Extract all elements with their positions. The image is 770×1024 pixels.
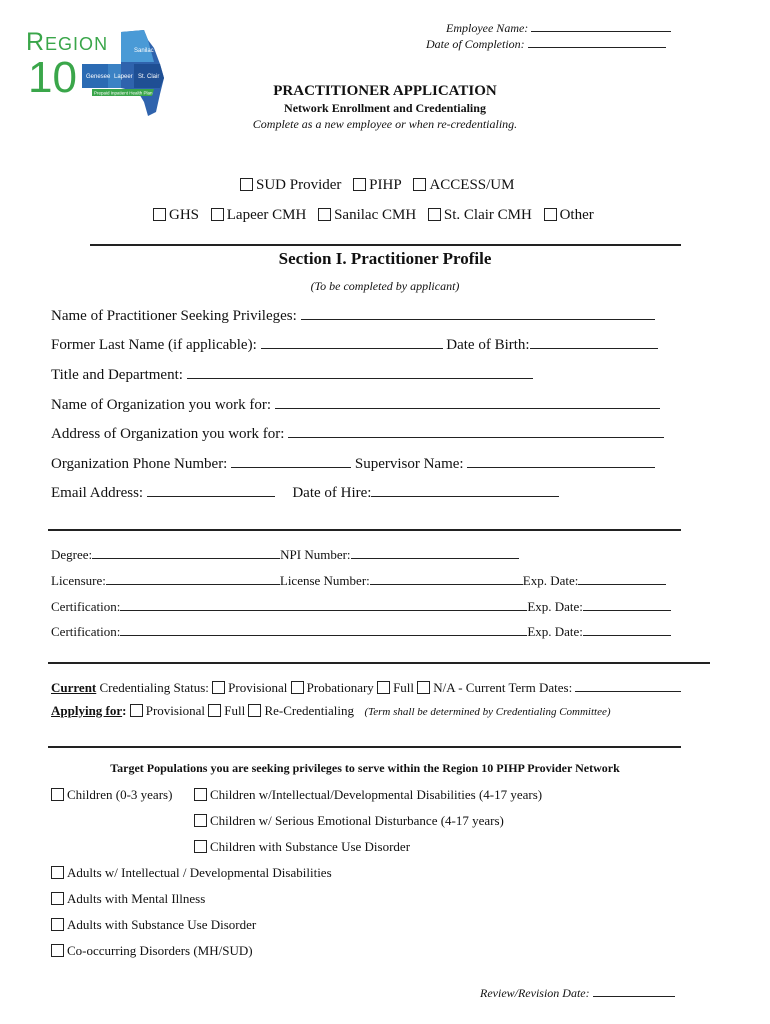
email-field[interactable]: Email Address: Date of Hire: — [51, 482, 559, 502]
svg-text:Genesee: Genesee — [86, 74, 111, 80]
certification-exp-line[interactable] — [583, 596, 671, 611]
checkbox[interactable] — [153, 208, 166, 221]
checkbox[interactable] — [240, 178, 253, 191]
logo-number: 10 — [28, 53, 77, 102]
checkbox[interactable] — [51, 892, 64, 905]
practitioner-name-line[interactable] — [301, 305, 655, 320]
logo-word: Region — [26, 28, 109, 56]
option-access-um[interactable]: ACCESS/UM — [413, 177, 514, 194]
checkbox-current-full[interactable] — [377, 681, 390, 694]
populations-title: Target Populations you are seeking privileges to serve within the Region 10 PIHP Provider Network — [110, 761, 620, 775]
option-sud-provider[interactable]: SUD Provider — [240, 177, 341, 194]
section1-note: (To be completed by applicant) — [310, 279, 460, 293]
checkbox[interactable] — [51, 788, 64, 801]
email-line[interactable] — [147, 482, 275, 497]
pop-adults-sud[interactable]: Adults with Substance Use Disorder — [51, 917, 256, 933]
checkbox-apply-recredentialing[interactable] — [248, 704, 261, 717]
pop-children-sed[interactable]: Children w/ Serious Emotional Disturbance (4-17 years) — [194, 813, 504, 829]
title-dept-line[interactable] — [187, 364, 533, 379]
org-address-line[interactable] — [288, 423, 664, 438]
svg-text:Sanilac: Sanilac — [134, 48, 154, 54]
current-status-row: Current Credentialing Status: Provisional Probationary Full N/A - Current Term Dates: — [51, 677, 681, 696]
supervisor-line[interactable] — [467, 453, 655, 468]
divider — [48, 529, 681, 531]
checkbox[interactable] — [428, 208, 441, 221]
license-number-line[interactable] — [370, 570, 523, 585]
dob-line[interactable] — [530, 334, 658, 349]
title-dept-field[interactable]: Title and Department: — [51, 364, 533, 384]
page-subtitle: Network Enrollment and Credentialing — [284, 101, 486, 115]
completion-date-field[interactable]: Date of Completion: — [426, 33, 666, 52]
certification-row-1[interactable]: Certification: Exp. Date: — [51, 596, 671, 615]
option-ghs[interactable]: GHS — [153, 207, 199, 224]
org-name-field[interactable]: Name of Organization you work for: — [51, 394, 660, 414]
checkbox[interactable] — [318, 208, 331, 221]
completion-date-line[interactable] — [528, 33, 666, 48]
divider — [48, 662, 710, 664]
applying-for-row: Applying for: Provisional Full Re-Credentialing (Term shall be determined by Credentialing Committee) — [51, 703, 611, 718]
divider — [48, 746, 681, 748]
licensure-exp-line[interactable] — [578, 570, 666, 585]
checkbox-apply-provisional[interactable] — [130, 704, 143, 717]
option-st-clair-cmh[interactable]: St. Clair CMH — [428, 207, 532, 224]
checkbox[interactable] — [194, 814, 207, 827]
certification-exp-line[interactable] — [583, 621, 671, 636]
checkbox[interactable] — [413, 178, 426, 191]
divider — [90, 244, 681, 246]
checkbox[interactable] — [51, 866, 64, 879]
degree-line[interactable] — [92, 544, 280, 559]
pop-adults-mi[interactable]: Adults with Mental Illness — [51, 891, 205, 907]
term-dates-line[interactable] — [575, 677, 681, 692]
option-pihp[interactable]: PIHP — [353, 177, 402, 194]
org-phone-field[interactable]: Organization Phone Number: Supervisor Name: — [51, 453, 655, 473]
checkbox-current-na[interactable] — [417, 681, 430, 694]
checkbox[interactable] — [194, 840, 207, 853]
option-other[interactable]: Other — [544, 207, 594, 224]
npi-line[interactable] — [351, 544, 519, 559]
checkbox[interactable] — [353, 178, 366, 191]
page-title: PRACTITIONER APPLICATION — [273, 83, 497, 99]
checkbox-apply-full[interactable] — [208, 704, 221, 717]
svg-text:Lapeer: Lapeer — [114, 74, 133, 80]
org-phone-line[interactable] — [231, 453, 351, 468]
certification-line[interactable] — [120, 621, 527, 636]
degree-row[interactable]: Degree: NPI Number: — [51, 544, 519, 563]
certification-line[interactable] — [120, 596, 527, 611]
option-sanilac-cmh[interactable]: Sanilac CMH — [318, 207, 416, 224]
svg-text:Prepaid Inpatient Health Plan: Prepaid Inpatient Health Plan — [94, 90, 153, 96]
section1-title: Section I. Practitioner Profile — [278, 249, 492, 268]
checkbox-current-provisional[interactable] — [212, 681, 225, 694]
licensure-row[interactable]: Licensure: License Number: Exp. Date: — [51, 570, 666, 589]
checkbox[interactable] — [51, 944, 64, 957]
program-checkboxes-row2 — [153, 207, 602, 224]
former-last-name-line[interactable] — [261, 334, 443, 349]
certification-row-2[interactable]: Certification: Exp. Date: — [51, 621, 671, 640]
review-date-line[interactable] — [593, 982, 675, 997]
checkbox[interactable] — [211, 208, 224, 221]
practitioner-name-field[interactable]: Name of Practitioner Seeking Privileges: — [51, 305, 655, 325]
employee-name-field[interactable]: Employee Name: — [446, 17, 671, 36]
org-address-field[interactable]: Address of Organization you work for: — [51, 423, 664, 443]
option-lapeer-cmh[interactable]: Lapeer CMH — [211, 207, 307, 224]
review-date-field[interactable]: Review/Revision Date: — [480, 982, 675, 1001]
licensure-line[interactable] — [106, 570, 280, 585]
checkbox[interactable] — [51, 918, 64, 931]
pop-children-0-3[interactable]: Children (0-3 years) — [51, 787, 172, 803]
org-name-line[interactable] — [275, 394, 660, 409]
pop-adults-idd[interactable]: Adults w/ Intellectual / Developmental Disabilities — [51, 865, 332, 881]
program-checkboxes-row1 — [240, 177, 522, 194]
checkbox[interactable] — [194, 788, 207, 801]
former-last-name-field[interactable]: Former Last Name (if applicable): Date of Birth: — [51, 334, 658, 354]
page-instruction: Complete as a new employee or when re-credentialing. — [252, 117, 518, 131]
pop-children-idd[interactable]: Children w/Intellectual/Developmental Disabilities (4-17 years) — [194, 787, 542, 803]
checkbox[interactable] — [544, 208, 557, 221]
checkbox-current-probationary[interactable] — [291, 681, 304, 694]
svg-text:St. Clair: St. Clair — [138, 74, 160, 80]
pop-co-occurring[interactable]: Co-occurring Disorders (MH/SUD) — [51, 943, 253, 959]
hire-date-line[interactable] — [371, 482, 559, 497]
pop-children-sud[interactable]: Children with Substance Use Disorder — [194, 839, 410, 855]
employee-name-line[interactable] — [531, 17, 671, 32]
